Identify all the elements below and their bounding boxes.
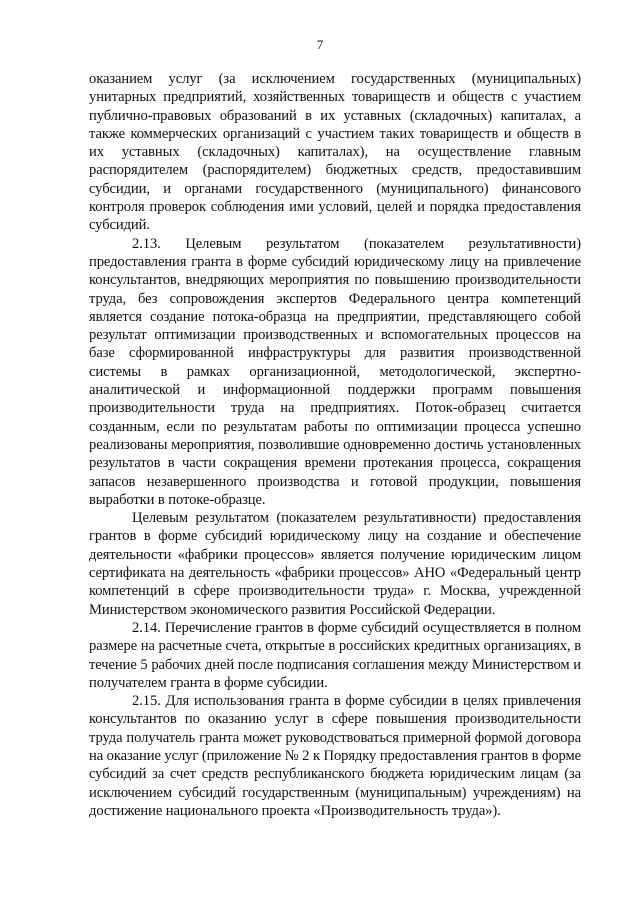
paragraph-continuation: оказанием услуг (за исключением государственных (муниципальных) унитарных предприятий, хозяйственных товариществ и обществ с участием публично-правовых образований в их уставных (складочных) капиталах, а также коммерческих организаций с участием таких товариществ и обществ в их уставных (складочных) капиталах), на осуществление главным распорядителем (распорядителем) бюджетных средств, предоставившим субсидии, и органами государственного (муниципального) финансового контроля проверок соблюдения ими условий, целей и порядка предоставления субсидий. (89, 71, 581, 234)
paragraph-target-result: Целевым результатом (показателем результативности) предоставления грантов в форме субсидий юридическому лицу на создание и обеспечение деятельности «фабрики процессов» является получение юридическим лицом сертификата на деятельность «фабрики процессов» АНО «Федеральный центр компетенций в сфере производительности труда» г. Москва, учрежденной Министерством экономического развития Российской Федерации. (89, 510, 581, 618)
document-body (89, 70, 581, 820)
paragraph-2-15: 2.15. Для использования гранта в форме субсидии в целях привлечения консультантов по оказанию услуг в сфере повышения производительности труда получатель гранта может руководствоваться примерной формой договора на оказание услуг (приложение № 2 к Порядку предоставления грантов в форме субсидий за счет средств республиканского бюджета юридическим лицам (за исключением субсидий государственным (муниципальным) учреждениям) на достижение национального проекта «Производительность труда»). (89, 693, 581, 819)
paragraph-2-14: 2.14. Перечисление грантов в форме субсидий осуществляется в полном размере на расчетные счета, открытые в российских кредитных организациях, в течение 5 рабочих дней после подписания соглашения между Министерством и получателем гранта в форме субсидии. (89, 619, 581, 691)
page-number: 7 (316, 37, 324, 52)
paragraph-2-13: 2.13. Целевым результатом (показателем результативности) предоставления гранта в форме субсидий юридическому лицу на привлечение консультантов, внедряющих мероприятия по повышению производительности труда, без сопровождения экспертов Федерального центра компетенций является создание потока-образца на предприятии, представляющего собой результат оптимизации производственных и вспомогательных процессов на базе сформированной инфраструктуры для развития производственной системы в рамках организационной, методологической, экспертно-аналитической и информационной поддержки программ повышения производительности труда на предприятиях. Поток-образец считается созданным, если по результатам работы по оптимизации процесса успешно реализованы мероприятия, позволившие одновременно достичь установленных результатов в части сокращения времени протекания процесса, сокращения запасов незавершенного производства и готовой продукции, повышения выработки в потоке-образце. (89, 235, 581, 508)
